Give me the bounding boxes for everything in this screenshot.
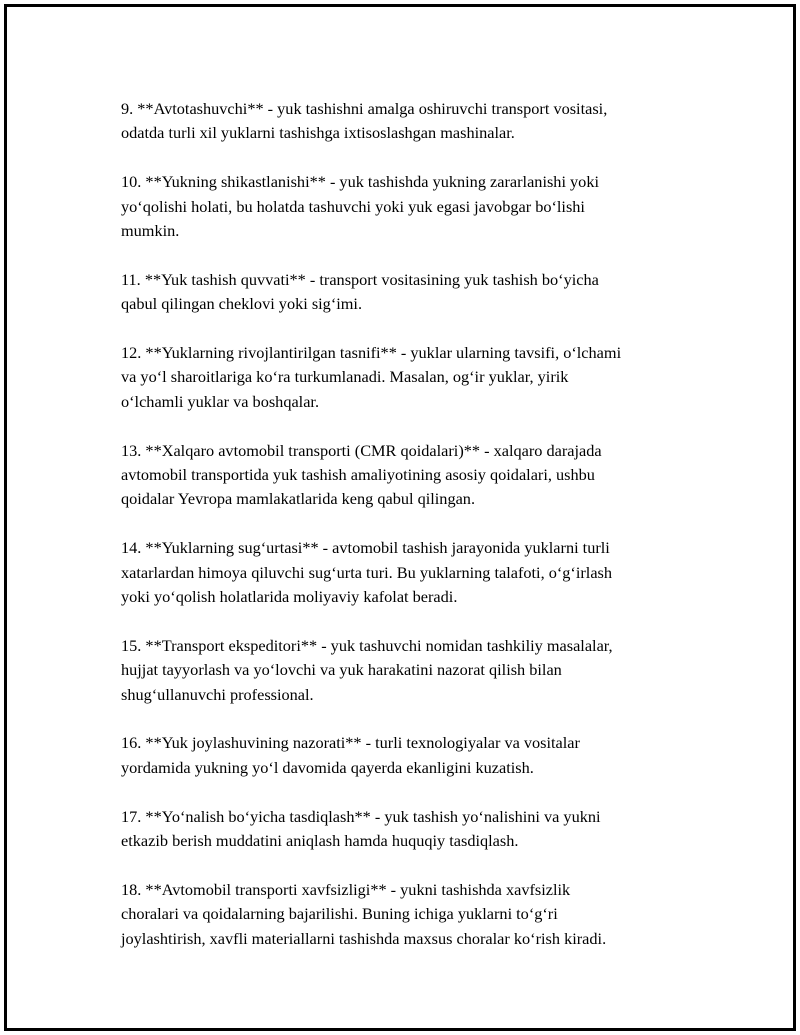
list-item-15: 15. **Transport ekspeditori** - yuk tashuvchi nomidan tashkiliy masalalar, hujjat tayyorlash va yo‘lovchi va yuk harakatini nazorat qilish bilan shug‘ullanuvchi professional. (121, 635, 613, 704)
list-item-13: 13. **Xalqaro avtomobil transporti (CMR qoidalari)** - xalqaro darajada avtomobil transportida yuk tashish amaliyotining asosiy qoidalari, ushbu qoidalar Yevropa mamlakatlarida keng qabul qilingan. (121, 440, 602, 509)
list-item-12: 12. **Yuklarning rivojlantirilgan tasnifi** - yuklar ularning tavsifi, o‘lchami va yo‘l sharoitlariga ko‘ra turkumlanadi. Masalan, og‘ir yuklar, yirik o‘lchamli yuklar va boshqalar. (121, 343, 622, 411)
list-item-14: 14. **Yuklarning sug‘urtasi** - avtomobil tashish jarayonida yuklarni turli xatarlardan himoya qiluvchi sug‘urta turi. Bu yuklarning talafoti, o‘g‘irlash yoki yo‘qolish holatlarida moliyaviy kafolat beradi. (121, 538, 613, 607)
list-item-18: 18. **Avtomobil transporti xavfsizligi** - yukni tashishda xavfsizlik choralari va qoidalarning bajarilishi. Buning ichiga yuklarni to‘g‘ri joylashtirish, xavfli materiallarni tashishda maxsus choralar ko‘rish kiradi. (121, 879, 607, 948)
page-frame (4, 4, 796, 1031)
list-item-9: 9. **Avtotashuvchi** - yuk tashishni amalga oshiruvchi transport vositasi, odatda turli xil yuklarni tashishga ixtisoslashgan mashinalar. (121, 99, 608, 143)
list-item-16: 16. **Yuk joylashuvining nazorati** - turli texnologiyalar va vositalar yordamida yukning yo‘l davomida qayerda ekanligini kuzatish. (121, 733, 580, 777)
document-body (121, 97, 701, 975)
list-item-17: 17. **Yo‘nalish bo‘yicha tasdiqlash** - yuk tashish yo‘nalishini va yukni etkazib berish muddatini aniqlash hamda huquqiy tasdiqlash. (121, 806, 601, 851)
list-item-10: 10. **Yukning shikastlanishi** - yuk tashishda yukning zararlanishi yoki yo‘qolishi holati, bu holatda tashuvchi yoki yuk egasi javobgar bo‘lishi mumkin. (121, 172, 599, 241)
list-item-11: 11. **Yuk tashish quvvati** - transport vositasining yuk tashish bo‘yicha qabul qilingan cheklovi yoki sig‘imi. (121, 269, 599, 314)
